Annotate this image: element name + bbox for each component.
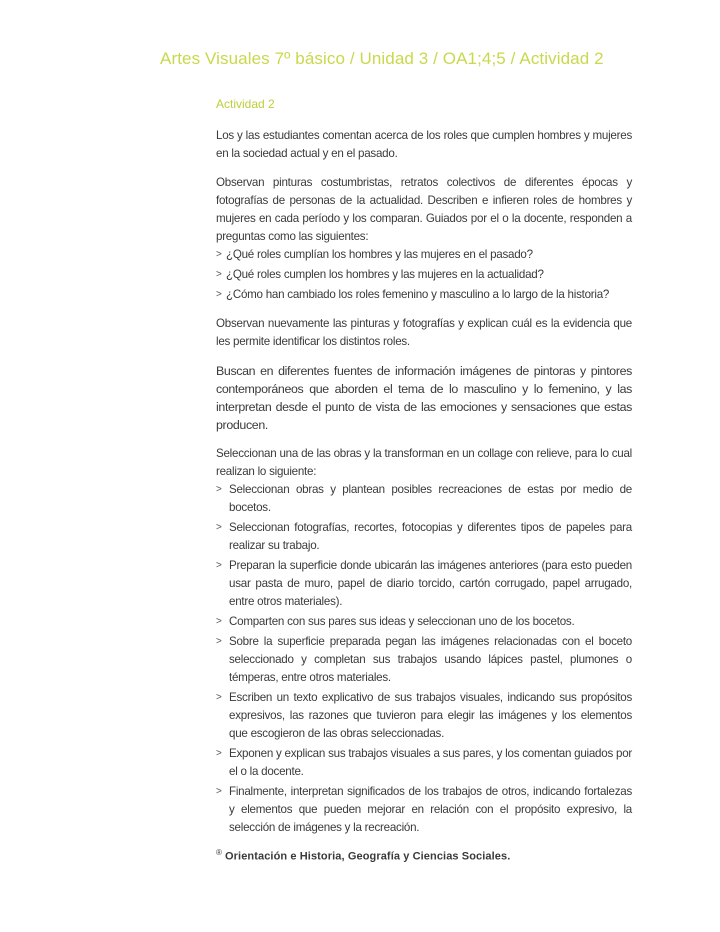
list-item: > ¿Qué roles cumplen los hombres y las mujeres en la actualidad? <box>216 266 632 284</box>
intro-paragraph: Los y las estudiantes comentan acerca de los roles que cumplen hombres y mujeres en la sociedad actual y en el pasado. <box>216 129 632 160</box>
chevron-right-icon: > <box>216 616 222 627</box>
observe-paragraph: Observan pinturas costumbristas, retratos colectivos de diferentes épocas y fotografías de personas de la actualidad. Describen e infieren roles de hombres y mujeres en cada período y los comparan. Guiados por el o la docente, responden a preguntas como las siguientes: <box>216 176 632 243</box>
chevron-right-icon: > <box>216 636 222 647</box>
chevron-right-icon: > <box>216 786 222 797</box>
list-item: > Finalmente, interpretan significados de los trabajos de otros, indicando fortalezas y elementos que pueden mejorar en relación con el propósito expresivo, la selección de imágenes y la recreación. <box>216 785 632 834</box>
registered-icon: ® <box>216 848 222 857</box>
list-item: > Seleccionan obras y plantean posibles recreaciones de estas por medio de bocetos. <box>216 483 632 514</box>
list-item: > ¿Qué roles cumplían los hombres y las mujeres en el pasado? <box>216 246 632 264</box>
list-item: > Escriben un texto explicativo de sus trabajos visuales, indicando sus propósitos expresivos, las razones que tuvieron para elegir las imágenes y los elementos que escogieron de las obras seleccionadas. <box>216 691 632 740</box>
chevron-right-icon: > <box>216 748 222 759</box>
observe-again-paragraph: Observan nuevamente las pinturas y fotografías y explican cuál es la evidencia que les permite identificar los distintos roles. <box>216 317 632 348</box>
chevron-right-icon: > <box>216 269 222 280</box>
chevron-right-icon: > <box>216 692 222 703</box>
activity-title: Actividad 2 <box>216 97 275 111</box>
chevron-right-icon: > <box>216 289 222 300</box>
chevron-right-icon: > <box>216 484 222 495</box>
list-item: > Seleccionan fotografías, recortes, fotocopias y diferentes tipos de papeles para realizar su trabajo. <box>216 521 632 552</box>
chevron-right-icon: > <box>216 560 222 571</box>
list-item: > Comparten con sus pares sus ideas y seleccionan uno de los bocetos. <box>216 613 632 631</box>
list-item: > Exponen y explican sus trabajos visuales a sus pares, y los comentan guiados por el o la docente. <box>216 747 632 778</box>
footnote <box>216 848 632 863</box>
list-item: > Sobre la superficie preparada pegan las imágenes relacionadas con el boceto seleccionado y completan sus trabajos usando lápices pastel, plumones o témperas, entre otros materiales. <box>216 635 632 684</box>
list-item: > Preparan la superficie donde ubicarán las imágenes anteriores (para esto pueden usar pasta de muro, papel de diario torcido, cartón corrugado, papel arrugado, entre otros materiales). <box>216 559 632 608</box>
steps-list <box>216 481 632 837</box>
page-breadcrumb: Artes Visuales 7º básico / Unidad 3 / OA1;4;5 / Actividad 2 <box>160 49 604 68</box>
search-paragraph: Buscan en diferentes fuentes de información imágenes de pintoras y pintores contemporáneos que aborden el tema de lo masculino y lo femenino, y las interpretan desde el punto de vista de las emociones y sensaciones que estas producen. <box>216 364 632 432</box>
chevron-right-icon: > <box>216 522 222 533</box>
footnote-text: Orientación e Historia, Geografía y Ciencias Sociales. <box>225 850 511 863</box>
collage-intro-paragraph: Seleccionan una de las obras y la transforman en un collage con relieve, para lo cual realizan lo siguiente: <box>216 447 632 478</box>
activity-content <box>216 96 632 863</box>
list-item: > ¿Cómo han cambiado los roles femenino y masculino a lo largo de la historia? <box>216 286 632 304</box>
question-list <box>216 246 632 304</box>
chevron-right-icon: > <box>216 249 222 260</box>
